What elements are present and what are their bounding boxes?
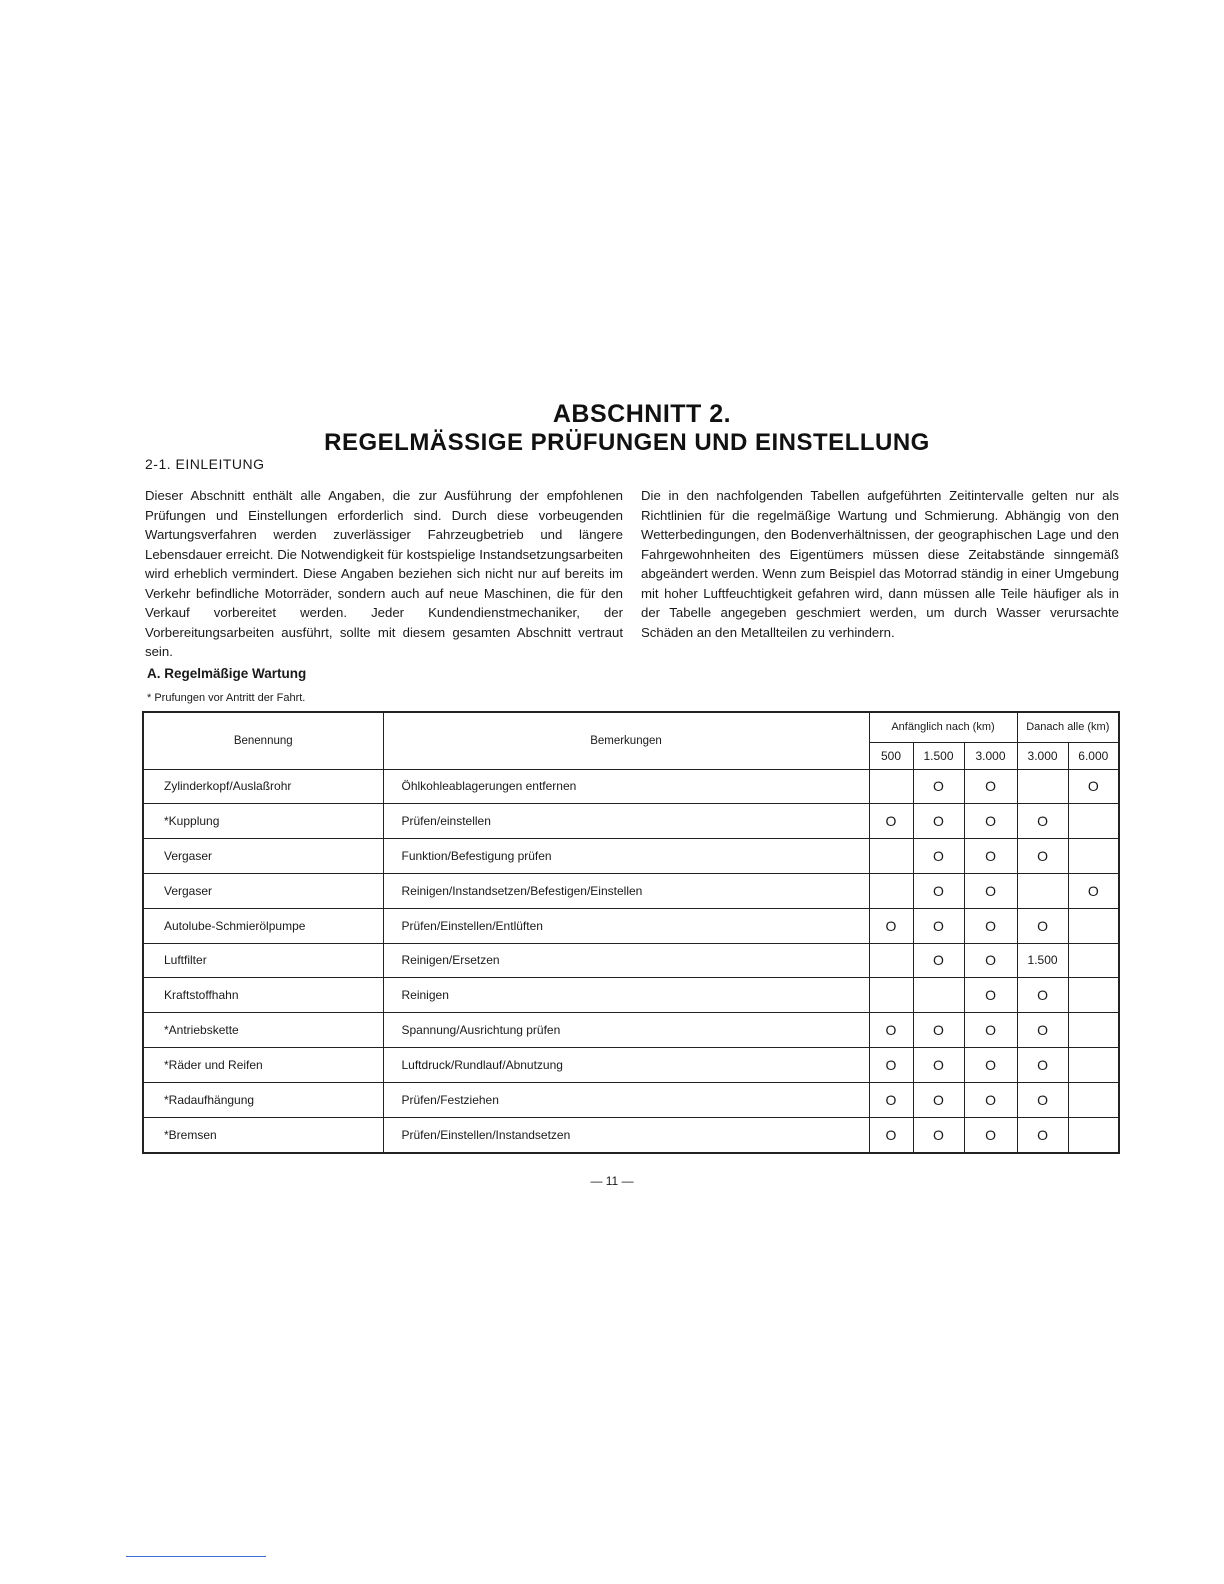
row-mark: O <box>964 908 1017 943</box>
row-mark <box>1068 908 1119 943</box>
footnote: * Prufungen vor Antritt der Fahrt. <box>147 692 306 704</box>
section-heading: ABSCHNITT 2. <box>552 400 732 428</box>
row-mark: O <box>913 1048 964 1083</box>
row-mark <box>913 978 964 1013</box>
row-mark: O <box>869 1117 913 1153</box>
table-row <box>143 1082 1119 1117</box>
row-mark: O <box>869 1048 913 1083</box>
table-row <box>143 1048 1119 1083</box>
row-mark <box>869 943 913 978</box>
row-mark <box>869 978 913 1013</box>
row-mark: O <box>913 804 964 839</box>
table-row <box>143 804 1119 839</box>
row-remark: Luftdruck/Rundlauf/Abnutzung <box>383 1048 869 1083</box>
row-mark <box>1068 1117 1119 1153</box>
header-km: 3.000 <box>964 742 1017 769</box>
header-km: 3.000 <box>1017 742 1068 769</box>
row-mark <box>1068 839 1119 874</box>
row-mark <box>1068 1013 1119 1048</box>
row-name: Zylinderkopf/Auslaßrohr <box>143 769 383 804</box>
row-mark: O <box>1017 1048 1068 1083</box>
table-row <box>143 1013 1119 1048</box>
row-name: *Kupplung <box>143 804 383 839</box>
row-remark: Spannung/Ausrichtung prüfen <box>383 1013 869 1048</box>
divider <box>126 1556 266 1557</box>
row-mark: O <box>964 769 1017 804</box>
maintenance-table <box>142 711 1120 1154</box>
row-mark: O <box>1017 1013 1068 1048</box>
row-remark: Reinigen/Instandsetzen/Befestigen/Einstellen <box>383 873 869 908</box>
maintenance-heading: A. Regelmäßige Wartung <box>147 666 307 681</box>
row-mark: O <box>869 804 913 839</box>
row-mark: O <box>1017 908 1068 943</box>
row-mark: O <box>1017 978 1068 1013</box>
table-row <box>143 908 1119 943</box>
row-mark: O <box>913 839 964 874</box>
intro-paragraph-right: Die in den nachfolgenden Tabellen aufgeführten Zeitintervalle gelten nur als Richtlinien für die regelmäßige Wartung und Schmierung. Abhängig von den Wetterbedingungen, den Bodenverhältnissen, der geographischen Lage und den Fahrgewohnheiten des Eigentümers müssen diese Zeitabstände sinngemäß abgeändert werden. Wenn zum Beispiel das Motorrad ständig in einer Umgebung mit hoher Luftfeuchtigkeit gefahren wird, dann müssen alle Teile häufiger als in der Tabelle angegeben geschmiert werden, um durch Wasser verursachte Schäden an den Metallteilen zu verhindern. <box>641 488 1119 640</box>
table-row <box>143 1117 1119 1153</box>
row-mark <box>1068 943 1119 978</box>
row-mark: O <box>913 1013 964 1048</box>
row-mark: O <box>964 1117 1017 1153</box>
row-name: Vergaser <box>143 873 383 908</box>
row-mark: O <box>964 804 1017 839</box>
table-row <box>143 943 1119 978</box>
header-name: Benennung <box>143 712 383 769</box>
row-mark: O <box>869 1082 913 1117</box>
row-mark: O <box>964 943 1017 978</box>
row-mark <box>869 839 913 874</box>
row-remark: Reinigen <box>383 978 869 1013</box>
row-mark: O <box>964 873 1017 908</box>
row-mark <box>869 873 913 908</box>
row-name: Autolube-Schmierölpumpe <box>143 908 383 943</box>
row-mark: O <box>964 839 1017 874</box>
row-mark <box>1068 1082 1119 1117</box>
row-mark: O <box>913 873 964 908</box>
header-initial: Anfänglich nach (km) <box>869 712 1017 742</box>
section-title: REGELMÄSSIGE PRÜFUNGEN UND EINSTELLUNG <box>324 429 930 456</box>
table-row <box>143 839 1119 874</box>
row-mark: O <box>1017 839 1068 874</box>
row-mark: O <box>1068 873 1119 908</box>
row-mark: O <box>964 978 1017 1013</box>
table-row <box>143 769 1119 804</box>
header-after: Danach alle (km) <box>1017 712 1119 742</box>
row-mark <box>1017 873 1068 908</box>
row-mark: O <box>913 1082 964 1117</box>
row-mark: O <box>913 908 964 943</box>
row-name: Kraftstoffhahn <box>143 978 383 1013</box>
row-mark <box>1068 1048 1119 1083</box>
row-remark: Prüfen/Einstellen/Instandsetzen <box>383 1117 869 1153</box>
row-mark: O <box>869 908 913 943</box>
row-remark: Öhlkohleablagerungen entfernen <box>383 769 869 804</box>
row-mark: O <box>964 1082 1017 1117</box>
row-remark: Reinigen/Ersetzen <box>383 943 869 978</box>
row-remark: Prüfen/Einstellen/Entlüften <box>383 908 869 943</box>
row-name: *Bremsen <box>143 1117 383 1153</box>
row-name: *Räder und Reifen <box>143 1048 383 1083</box>
row-mark: O <box>1017 1117 1068 1153</box>
page-number: — 11 — <box>590 1174 634 1188</box>
header-remarks: Bemerkungen <box>383 712 869 769</box>
header-km: 6.000 <box>1068 742 1119 769</box>
row-mark: O <box>869 1013 913 1048</box>
header-km: 500 <box>869 742 913 769</box>
row-remark: Prüfen/Festziehen <box>383 1082 869 1117</box>
table-row <box>143 873 1119 908</box>
row-remark: Prüfen/einstellen <box>383 804 869 839</box>
intro-paragraph-left: Dieser Abschnitt enthält alle Angaben, die zur Ausführung der empfohlenen Prüfungen und Einstellungen erforderlich sind. Durch diese vorbeugenden Wartungsverfahren werden zuverlässiger Fahrzeugbetrieb und längere Lebensdauer erreicht. Die Notwendigkeit für kostspielige Instandsetzungsarbeiten wird erheblich vermindert. Diese Angaben beziehen sich nicht nur auf bereits im Verkehr befindliche Motorräder, sondern auch auf neue Maschinen, die für den Verkauf vorbereitet werden. Jeder Kundendienstmechaniker, der Vorbereitungsarbeiten ausführt, sollte mit diesem gesamten Abschnitt vertraut sein. <box>145 488 623 659</box>
row-name: *Radaufhängung <box>143 1082 383 1117</box>
row-mark: O <box>1017 1082 1068 1117</box>
row-name: *Antriebskette <box>143 1013 383 1048</box>
row-remark: Funktion/Befestigung prüfen <box>383 839 869 874</box>
row-mark: O <box>913 769 964 804</box>
row-mark: O <box>1068 769 1119 804</box>
row-name: Vergaser <box>143 839 383 874</box>
row-mark: O <box>913 1117 964 1153</box>
row-mark: O <box>1017 804 1068 839</box>
row-mark <box>869 769 913 804</box>
row-mark <box>1068 804 1119 839</box>
row-mark <box>1017 769 1068 804</box>
header-km: 1.500 <box>913 742 964 769</box>
row-mark: O <box>913 943 964 978</box>
table-row <box>143 978 1119 1013</box>
subsection-heading: 2-1. EINLEITUNG <box>145 456 265 472</box>
row-mark: 1.500 <box>1017 943 1068 978</box>
row-mark <box>1068 978 1119 1013</box>
row-mark: O <box>964 1013 1017 1048</box>
row-name: Luftfilter <box>143 943 383 978</box>
row-mark: O <box>964 1048 1017 1083</box>
